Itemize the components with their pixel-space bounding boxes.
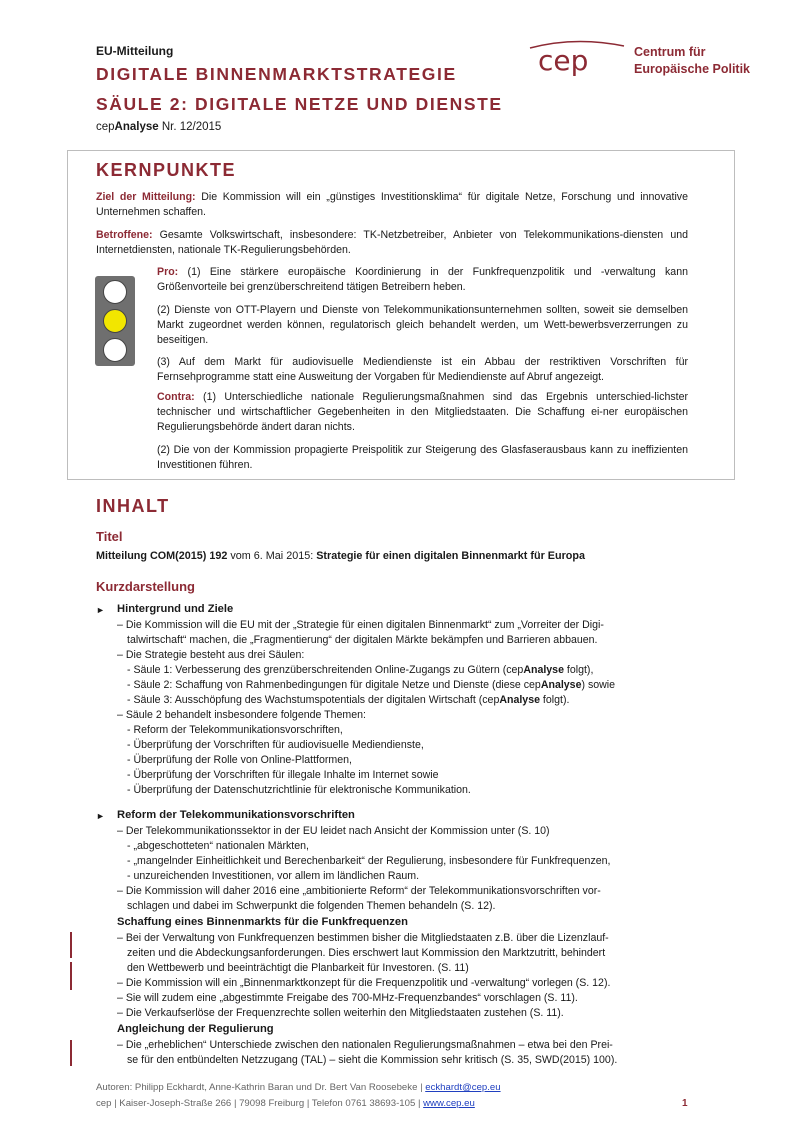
analysis-prefix: cep bbox=[96, 121, 115, 133]
text-line: – Die „erheblichen“ Unterschiede zwischen den nationalen Regulierungsmaßnahmen – etwa bei den Prei- bbox=[117, 1039, 613, 1051]
ziel-text: Die Kommission will ein „günstiges Investitionsklima“ für digitale Netze, Forschung und innovative Unternehmen schaffen. bbox=[96, 191, 688, 218]
section-arrow-icon: ► bbox=[96, 605, 105, 615]
title-line-2: SÄULE 2: DIGITALE NETZE UND DIENSTE bbox=[96, 94, 503, 114]
betroffene-paragraph bbox=[96, 228, 688, 258]
pro-label: Pro: bbox=[157, 266, 179, 278]
change-bar bbox=[70, 932, 72, 958]
footer-address-text: cep | Kaiser-Joseph-Straße 266 | 79098 Freiburg | Telefon 0761 38693-105 | bbox=[96, 1098, 424, 1109]
betroffene-text: Gesamte Volkswirtschaft, insbesondere: TK-Netzbetreiber, Anbieter von Telekommunikations-diensten und Internetdiensten, nationale TK-Regulierungsbehörden. bbox=[96, 229, 688, 256]
page-number: 1 bbox=[682, 1098, 688, 1109]
footer-address bbox=[96, 1098, 475, 1109]
contra-1-paragraph bbox=[157, 390, 688, 435]
traffic-light-top-lamp bbox=[103, 280, 127, 304]
analysis-number bbox=[96, 121, 221, 133]
text-line: - Überprüfung der Rolle von Online-Plattformen, bbox=[127, 754, 352, 766]
pro-3-paragraph: (3) Auf dem Markt für audiovisuelle Mediendienste ist ein Abbau der restriktiven Vorschriften für Fernsehprogramme statt eine Ausweitung der Vorgaben für Mediendienste auf Abruf angezeigt. bbox=[157, 356, 688, 383]
cep-logo-mark bbox=[520, 34, 630, 80]
text-line: - Säule 1: Verbesserung des grenzüberschreitenden Online-Zugangs zu Gütern (cepAnalyse folgt), bbox=[127, 664, 594, 676]
text-line: – Die Kommission will die EU mit der „Strategie für einen digitalen Binnenmarkt“ zum „Vorreiter der Digi- bbox=[117, 619, 604, 631]
section-hintergrund-title: Hintergrund und Ziele bbox=[117, 603, 234, 615]
text-line: - Überprüfung der Datenschutzrichtlinie für elektronische Kommunikation. bbox=[127, 784, 471, 796]
inhalt-heading: INHALT bbox=[96, 496, 170, 516]
text-line: den Wettbewerb und beeinträchtigt die Planbarkeit für Investoren. (S. 11) bbox=[127, 962, 469, 974]
pro-2-paragraph: (2) Dienste von OTT-Playern und Dienste von Telekommunikationsunternehmen sollten, soweit sie demselben Markt zugeordnet werden können, regulatorisch gleich behandelt werden, um Wett-bewerbsverzerrungen zu beseitigen. bbox=[157, 304, 688, 346]
section-regulierung-body bbox=[117, 1038, 617, 1068]
footer-authors-text: Autoren: Philipp Eckhardt, Anne-Kathrin Baran und Dr. Bert Van Roosebeke | bbox=[96, 1082, 426, 1093]
section-funkfrequenzen-body bbox=[117, 931, 610, 1021]
kurzdarstellung-heading: Kurzdarstellung bbox=[96, 579, 195, 594]
titel-strategy: Strategie für einen digitalen Binnenmarkt für Europa bbox=[316, 550, 585, 562]
change-bar bbox=[70, 962, 72, 990]
text-line: – Die Strategie besteht aus drei Säulen: bbox=[117, 649, 305, 661]
traffic-light-middle-lamp bbox=[103, 309, 127, 333]
text-line: - „mangelnder Einheitlichkeit und Berechenbarkeit“ der Regulierung, insbesondere für Funkfrequenzen, bbox=[127, 855, 611, 867]
contra-1-text: (1) Unterschiedliche nationale Regulierungsmaßnahmen sind das Ergebnis unterschied-lichster technischer und wirtschaftlicher Gegebenheiten in den Mitgliedstaaten. Die Schaffung ei-ner europäischen Regulierungsbehörde ändert daran nichts. bbox=[157, 391, 688, 433]
text-line: – Sie will zudem eine „abgestimmte Freigabe des 700-MHz-Frequenzbandes“ vorschlagen (S. 11). bbox=[117, 992, 578, 1004]
text-line: se für den entbündelten Netzzugang (TAL) – sieht die Kommission sehr kritisch (S. 35, SWD(2015) 100). bbox=[127, 1054, 618, 1066]
text-line: talwirtschaft“ machen, die „Fragmentierung“ der digitalen Märkte bekämpfen und Barrieren abbauen. bbox=[127, 634, 598, 646]
section-funkfrequenzen-title: Schaffung eines Binnenmarkts für die Funkfrequenzen bbox=[117, 916, 408, 928]
text-line: zeiten und die Abdeckungsanforderungen. Dies erschwert laut Kommission den Marktzutritt, behindert bbox=[127, 947, 606, 959]
titel-heading: Titel bbox=[96, 529, 123, 544]
change-bar bbox=[70, 1040, 72, 1066]
footer-email-link[interactable]: eckhardt@cep.eu bbox=[425, 1082, 501, 1093]
text-line: – Der Telekommunikationssektor in der EU leidet nach Ansicht der Kommission unter (S. 10) bbox=[117, 825, 550, 837]
section-reform-title: Reform der Telekommunikationsvorschriften bbox=[117, 809, 355, 821]
text-line: - Säule 3: Ausschöpfung des Wachstumspotentials der digitalen Wirtschaft (cepAnalyse folgt). bbox=[127, 694, 570, 706]
pro-1-paragraph bbox=[157, 265, 688, 295]
section-reform-body bbox=[117, 824, 610, 914]
ziel-paragraph bbox=[96, 190, 688, 220]
title-line-1: DIGITALE BINNENMARKTSTRATEGIE bbox=[96, 64, 457, 84]
text-line: – Säule 2 behandelt insbesondere folgende Themen: bbox=[117, 709, 366, 721]
section-arrow-icon: ► bbox=[96, 811, 105, 821]
betroffene-label: Betroffene: bbox=[96, 229, 153, 241]
traffic-light-bottom-lamp bbox=[103, 338, 127, 362]
text-line: - Reform der Telekommunikationsvorschriften, bbox=[127, 724, 343, 736]
text-line: – Die Verkaufserlöse der Frequenzrechte sollen weiterhin den Mitgliedstaaten zustehen (S. 11). bbox=[117, 1007, 564, 1019]
text-line: – Die Kommission will ein „Binnenmarktkonzept für die Frequenzpolitik und -verwaltung“ vorlegen (S. 12). bbox=[117, 977, 611, 989]
footer-authors bbox=[96, 1082, 501, 1093]
contra-2-paragraph: (2) Die von der Kommission propagierte Preispolitik zur Steigerung des Glasfaserausbaus kann zu ineffizienten Investitionen führen. bbox=[157, 444, 688, 471]
text-line: - unzureichenden Investitionen, vor allem im ländlichen Raum. bbox=[127, 870, 420, 882]
text-line: - Säule 2: Schaffung von Rahmenbedingungen für digitale Netze und Dienste (diese cepAnalyse) sowie bbox=[127, 679, 616, 691]
contra-label: Contra: bbox=[157, 391, 195, 403]
footer-website-link[interactable]: www.cep.eu bbox=[423, 1098, 475, 1109]
cep-name-line-1: Centrum für bbox=[634, 45, 706, 59]
section-hintergrund-body bbox=[117, 618, 615, 798]
titel-date: vom 6. Mai 2015: bbox=[227, 550, 317, 562]
analysis-nr: Nr. 12/2015 bbox=[158, 121, 222, 133]
titel-com: Mitteilung COM(2015) 192 bbox=[96, 550, 228, 562]
text-line: – Die Kommission will daher 2016 eine „ambitionierte Reform“ der Telekommunikationsvorschriften vor- bbox=[117, 885, 601, 897]
text-line: - Überprüfung der Vorschriften für illegale Inhalte im Internet sowie bbox=[127, 769, 439, 781]
section-regulierung-title: Angleichung der Regulierung bbox=[117, 1023, 274, 1035]
kernpunkte-heading: KERNPUNKTE bbox=[96, 160, 237, 180]
text-line: - Überprüfung der Vorschriften für audiovisuelle Mediendienste, bbox=[127, 739, 424, 751]
pro-1-text: (1) Eine stärkere europäische Koordinierung in der Funkfrequenzpolitik und -verwaltung kann Größenvorteile bei grenzüberschreitend tätigen Betreibern heben. bbox=[157, 266, 688, 293]
ziel-label: Ziel der Mitteilung: bbox=[96, 191, 196, 203]
analysis-word: Analyse bbox=[114, 121, 159, 133]
titel-line bbox=[96, 549, 585, 564]
document-type: EU-Mitteilung bbox=[96, 44, 174, 58]
text-line: schlagen und dabei im Schwerpunkt die folgenden Themen behandeln (S. 12). bbox=[127, 900, 496, 912]
logo-text: cep bbox=[538, 44, 589, 77]
cep-name bbox=[634, 44, 750, 78]
text-line: - „abgeschotteten“ nationalen Märkten, bbox=[127, 840, 309, 852]
traffic-light-icon bbox=[95, 276, 135, 366]
cep-name-line-2: Europäische Politik bbox=[634, 62, 751, 76]
text-line: – Bei der Verwaltung von Funkfrequenzen bestimmen bisher die Mitgliedstaaten z.B. über die Lizenzlauf- bbox=[117, 932, 609, 944]
cep-logo bbox=[520, 34, 630, 80]
